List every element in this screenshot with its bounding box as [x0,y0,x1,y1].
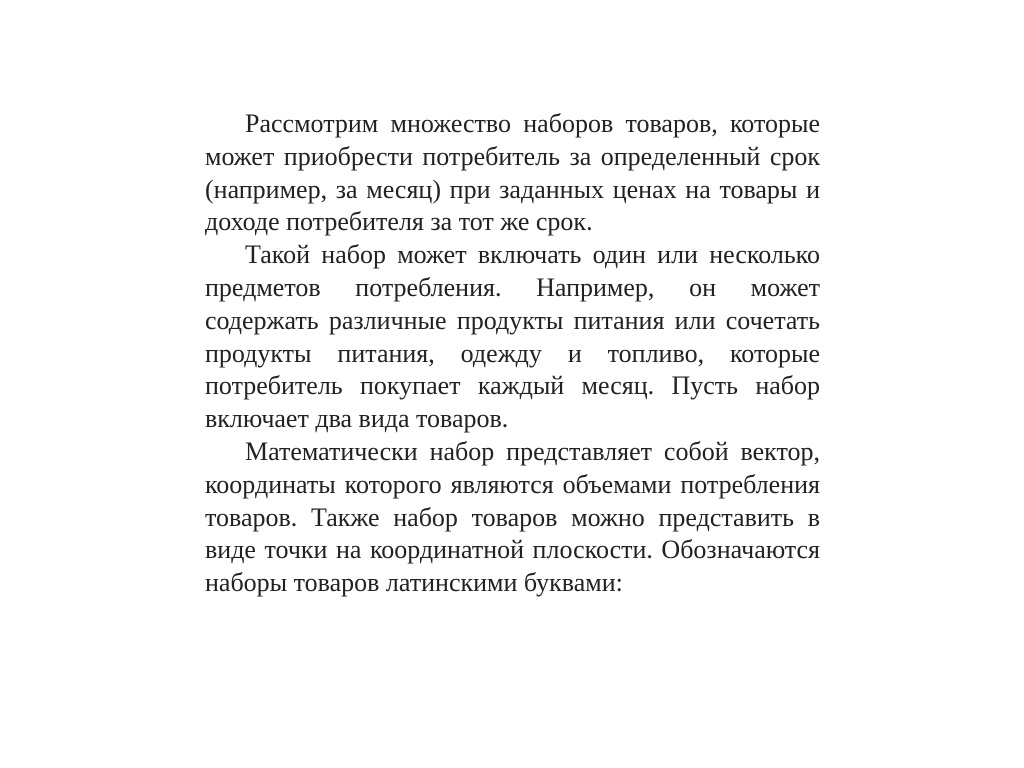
paragraph-2: Такой набор может включать один или несколько предметов потребления. Например, он может содержать различные продукты питания или сочетать продукты питания, одежду и топливо, которые потребитель покупает каждый месяц. Пусть набор включает два вида товаров. [205,240,820,434]
body-text [205,108,820,600]
paragraph-1: Рассмотрим множество наборов товаров, которые может приобрести потребитель за определенный срок (например, за месяц) при заданных ценах на товары и доходе потребителя за тот же срок. [205,109,820,237]
paragraph-3: Математически набор представляет собой вектор, координаты которого являются объемами потребления товаров. Также набор товаров можно представить в виде точки на координатной плоскости. Обозначаются наборы товаров латинскими буквами: [205,436,820,598]
